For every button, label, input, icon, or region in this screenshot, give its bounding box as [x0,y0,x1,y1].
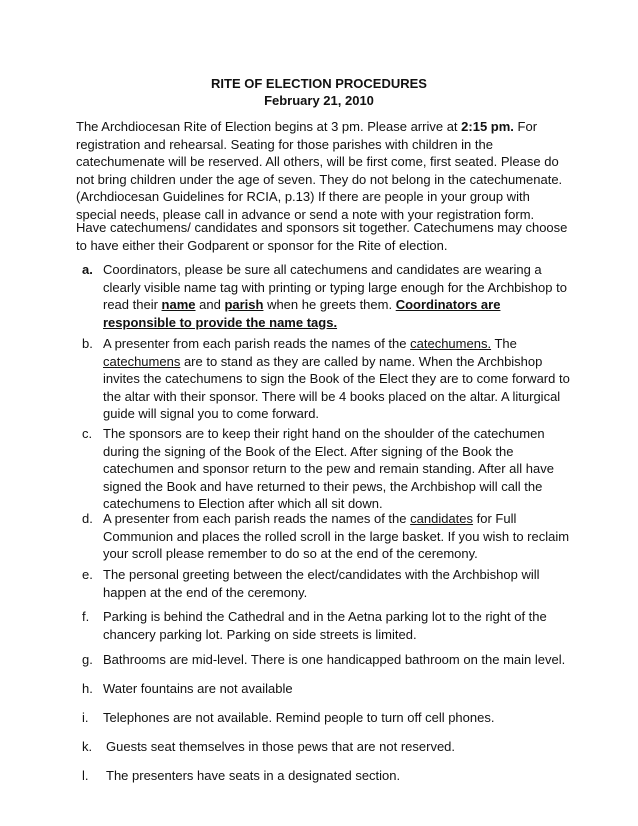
item-d-text-1: A presenter from each parish reads the names of the [103,511,411,526]
list-item-text [103,261,572,331]
intro-text-start: The Archdiocesan Rite of Election begins at 3 pm. Please arrive at [76,119,462,134]
list-marker: i. [82,710,89,725]
list-item-text: The presenters have seats in a designated section. [106,768,401,783]
list-item-a [82,261,572,331]
intro-text-rest: For registration and rehearsal. Seating for those parishes with children in the catechumenate will be reserved. All others, will be first come, first seated. Please do not bring children under the age of seven. They do not belong in the catechumenate. (Archdiocesan Guidelines for RCIA, p.13) If there are people in your group with special needs, please call in advance or send a note with your registration form. [76,119,563,222]
list-marker: h. [82,681,93,696]
catechumens-underlined: catechumens. [410,336,492,351]
list-item-i [82,709,572,727]
list-item-b [82,335,572,423]
item-b-text-3: are to stand as they are called by name. When the Archbishop invites the catechumens to sign the Book of the Elect they are to come forward to the altar with their sponsor. There will be 4 books placed on the altar. A liturgical guide will signal you to come forward. [103,353,570,421]
catechumens-underlined: catechumens [103,353,181,369]
item-d-text-2: for Full Communion and places the rolled scroll in the large basket. If you wish to reclaim your scroll please remember to do so at the end of the ceremony. [103,511,570,561]
list-item-text: The sponsors are to keep their right hand on the shoulder of the catechumen during the signing of the Book of the Elect. After signing of the Book the catechumen and sponsor return to the pew and remain standing. After all have signed the Book and have returned to their pews, the Archbishop will call the catechumens to Election after which all sit down. [103,426,554,511]
list-marker: b. [82,336,93,351]
name-emphasis: name [161,297,196,312]
list-item-c [82,425,572,513]
list-marker: d. [82,511,93,526]
candidates-underlined: candidates [410,511,474,526]
list-marker: f. [82,609,90,624]
item-b-text-1: A presenter from each parish reads the names of the [103,336,411,351]
list-marker: l. [82,768,89,783]
list-item-e [82,566,572,601]
item-b-text-2: The [491,336,517,351]
intro-paragraph-2: Have catechumens/ candidates and sponsors sit together. Catechumens may choose to have either their Godparent or sponsor for the Rite of election. [76,220,568,253]
list-item-text: The personal greeting between the elect/candidates with the Archbishop will happen at the end of the ceremony. [103,567,540,600]
parish-emphasis: parish [224,297,264,312]
list-marker: a. [82,262,93,277]
list-item-l [82,767,572,785]
intro-paragraph-1 [76,118,570,223]
item-a-text-1: Coordinators, please be sure all catechumens and candidates are wearing a clearly visible name tag with printing or typing large enough for the Archbishop to read their [103,262,567,312]
list-marker: g. [82,652,93,667]
list-item-text [103,335,572,423]
coordinators-note: Coordinators are responsible to provide the name tags. [103,297,501,330]
list-item-text: Telephones are not available. Remind people to turn off cell phones. [103,710,495,725]
list-item-text: Parking is behind the Cathedral and in the Aetna parking lot to the right of the chancery parking lot. Parking on side streets is limited. [103,609,547,642]
list-item-text: Water fountains are not available [103,681,293,696]
arrival-time: 2:15 pm. [461,119,514,134]
list-item-d [82,510,572,563]
list-item-k [82,738,572,756]
list-item-h [82,680,572,698]
list-item-text: Bathrooms are mid-level. There is one handicapped bathroom on the main level. [103,652,566,667]
list-marker: k. [82,739,93,754]
list-item-text [103,510,572,563]
list-marker: e. [82,567,93,582]
item-a-text-3: when he greets them. [263,297,396,312]
list-item-f [82,608,572,643]
list-marker: c. [82,426,93,441]
page-date: February 21, 2010 [264,93,374,108]
list-item-g [82,651,572,669]
item-a-text-2: and [195,297,225,312]
list-item-text: Guests seat themselves in those pews that are not reserved. [106,739,456,754]
page-title: RITE OF ELECTION PROCEDURES [211,76,427,91]
